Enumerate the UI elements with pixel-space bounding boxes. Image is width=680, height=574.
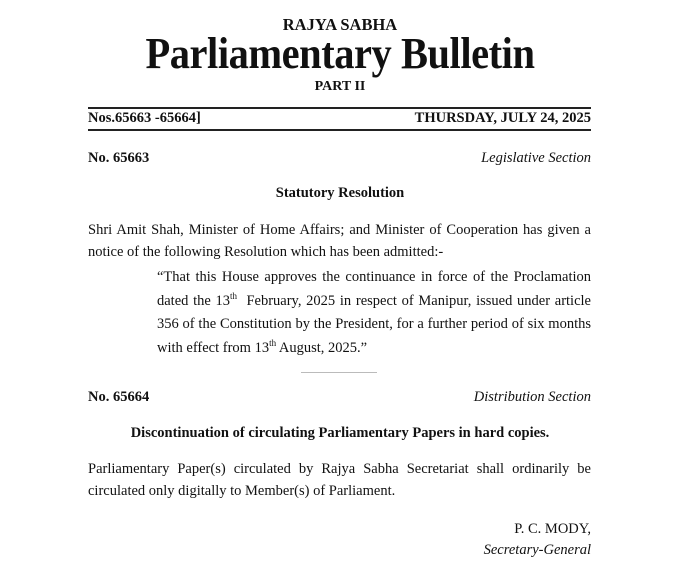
bulletin-title: Parliamentary Bulletin [145, 29, 535, 78]
part-label: PART II [314, 79, 366, 94]
item-header [88, 389, 591, 406]
resolution-quote [157, 266, 591, 360]
ordinal-suffix: th [269, 337, 277, 348]
signatory-designation: Secretary-General [483, 542, 591, 558]
bulletin-date: THURSDAY, JULY 24, 2025 [414, 110, 591, 126]
item-paragraph: Parliamentary Paper(s) circulated by Rajya Sabha Secretariat shall ordinarily be circulated only digitally to Member(s) of Parliament. [88, 461, 591, 499]
item-number: No. 65664 [88, 389, 150, 405]
issue-line [88, 110, 591, 127]
bottom-rule [88, 129, 591, 131]
top-rule [88, 107, 591, 109]
item-paragraph: Shri Amit Shah, Minister of Home Affairs; and Minister of Cooperation has given a notice of the following Resolution which has been admitted:- [88, 222, 591, 260]
quote-text: August, 2025.” [276, 339, 368, 356]
ordinal-suffix: th [230, 290, 238, 301]
item-header [88, 150, 591, 167]
item-section: Legislative Section [481, 150, 591, 166]
organization-name: RAJYA SABHA [282, 15, 398, 34]
quote-text: “That this House approves the continuance in force of the Proclamation dated the 13 [157, 269, 591, 309]
item-heading: Discontinuation of circulating Parliamentary Papers in hard copies. [130, 425, 550, 441]
section-separator [301, 372, 377, 373]
quote-text: February, 2025 in respect of Manipur, issued under article 356 of the Constitution by the President, for a further period of six months with effect from 13 [157, 292, 591, 356]
bulletin-numbers: Nos.65663 -65664] [88, 110, 201, 126]
item-number: No. 65663 [88, 150, 150, 166]
item-heading: Statutory Resolution [275, 185, 405, 201]
signatory-name: P. C. MODY, [514, 521, 591, 537]
item-section: Distribution Section [473, 389, 591, 405]
